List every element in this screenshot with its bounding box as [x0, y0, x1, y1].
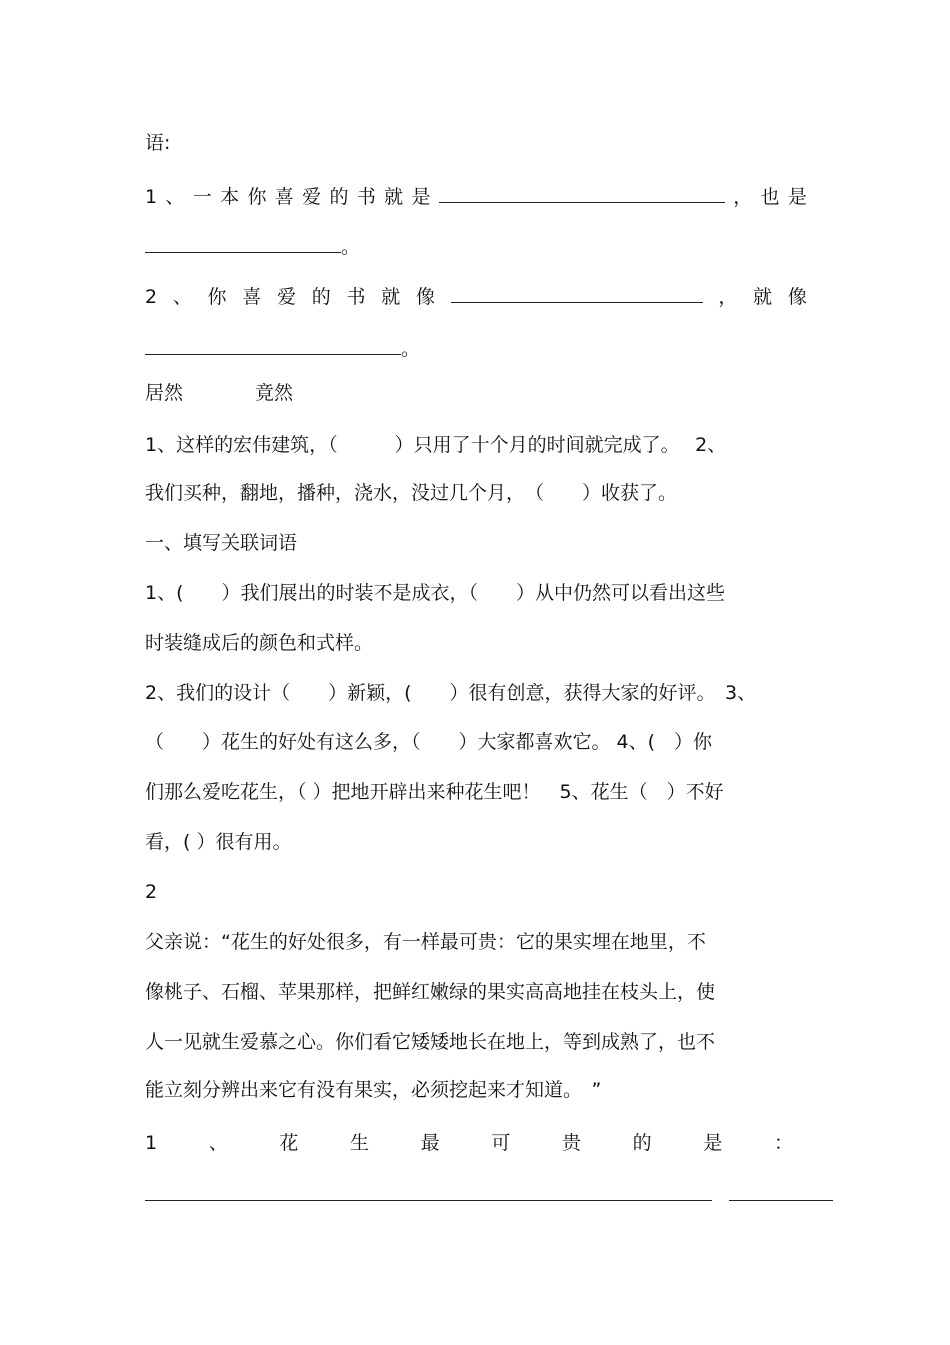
- q1-char: 喜: [274, 186, 294, 208]
- q1-number: 1: [145, 186, 158, 208]
- connective-line: 时装缝成后的颜色和式样。: [145, 632, 374, 654]
- q1-answer-blank-1[interactable]: [439, 182, 725, 203]
- q2-sep: 、: [172, 286, 192, 308]
- fill-question-1: [145, 182, 807, 210]
- q2-tail-char: 就: [753, 286, 773, 308]
- q1-tail-char: 是: [787, 186, 807, 208]
- q1-char: 本: [220, 186, 240, 208]
- final-char: 花: [279, 1132, 299, 1154]
- q1-end-period: 。: [341, 236, 361, 258]
- final-question: [145, 1130, 793, 1156]
- final-char: 1: [145, 1132, 158, 1154]
- q1-tail-char: 也: [760, 186, 780, 208]
- fill-question-1-continued: [145, 232, 360, 260]
- word-jingran: 竟然: [255, 382, 294, 404]
- q2-answer-blank-2[interactable]: [145, 334, 401, 355]
- q2-char: 喜: [242, 286, 262, 308]
- final-char: 是: [703, 1132, 723, 1154]
- passage-line: 人一见就生爱慕之心。你们看它矮矮地长在地上，等到成熟了，也不: [145, 1031, 716, 1053]
- q2-char: 书: [346, 286, 366, 308]
- final-char: 、: [208, 1132, 228, 1154]
- final-char: 的: [632, 1132, 652, 1154]
- passage-line: 能立刻分辨出来它有没有果实，必须挖起来才知道。 ”: [145, 1079, 602, 1101]
- connective-line: 们那么爱吃花生，（ ）把地开辟出来种花生吧！ 5、花生（ ）不好: [145, 781, 724, 803]
- q2-char: 就: [381, 286, 401, 308]
- q2-char: 你: [207, 286, 227, 308]
- connective-line: （ ）花生的好处有这么多，（ ）大家都喜欢它。 4、( ）你: [145, 731, 713, 753]
- q2-mid-comma: ，: [718, 286, 738, 308]
- q2-tail-char: 像: [787, 286, 807, 308]
- q2-char: 像: [415, 286, 435, 308]
- q1-sep: 、: [165, 186, 185, 208]
- fill-question-2: [145, 282, 807, 310]
- juran-question-line-2: 我们买种，翻地，播种，浇水，没过几个月， （ ）收获了。: [145, 482, 678, 504]
- final-char: 生: [350, 1132, 370, 1154]
- word-juran: 居然: [145, 382, 184, 404]
- q1-char: 一: [192, 186, 212, 208]
- q2-answer-blank-1[interactable]: [451, 282, 703, 303]
- q1-mid-comma: ，: [733, 186, 753, 208]
- q2-end-period: 。: [401, 338, 421, 360]
- juran-question-line-1: 1、这样的宏伟建筑，（ ）只用了十个月的时间就完成了。 2、: [145, 434, 727, 456]
- q1-char: 爱: [302, 186, 322, 208]
- word-pair: [145, 380, 293, 406]
- passage-line: 像桃子、石榴、苹果那样，把鲜红嫩绿的果实高高地挂在枝头上，使: [145, 981, 716, 1003]
- q1-char: 的: [329, 186, 349, 208]
- q1-char: 就: [384, 186, 404, 208]
- connective-line: 看，( ）很有用。: [145, 831, 292, 853]
- passage-line: 父亲说：“花生的好处很多，有一样最可贵：它的果实埋在地里，不: [145, 931, 706, 953]
- final-char: ：: [773, 1132, 793, 1154]
- fill-question-2-continued: [145, 334, 420, 362]
- q2-number: 2: [145, 286, 158, 308]
- q1-char: 你: [247, 186, 267, 208]
- passage-number: 2: [145, 881, 158, 903]
- final-char: 最: [420, 1132, 440, 1154]
- q2-char: 的: [311, 286, 331, 308]
- q1-answer-blank-2[interactable]: [145, 232, 341, 253]
- final-answer-line-1[interactable]: [145, 1200, 712, 1201]
- q1-char: 书: [356, 186, 376, 208]
- final-char: 可: [491, 1132, 511, 1154]
- q1-char: 是: [411, 186, 431, 208]
- final-answer-line-2[interactable]: [729, 1200, 833, 1201]
- q2-char: 爱: [277, 286, 297, 308]
- heading-partial: 语:: [145, 132, 171, 154]
- section-title: 一、填写关联词语: [145, 532, 298, 554]
- final-char: 贵: [562, 1132, 582, 1154]
- connective-line: 2、我们的设计（ ）新颖，( ）很有创意，获得大家的好评。 3、: [145, 682, 757, 704]
- connective-line: 1、( ）我们展出的时装不是成衣，（ ）从中仍然可以看出这些: [145, 582, 726, 604]
